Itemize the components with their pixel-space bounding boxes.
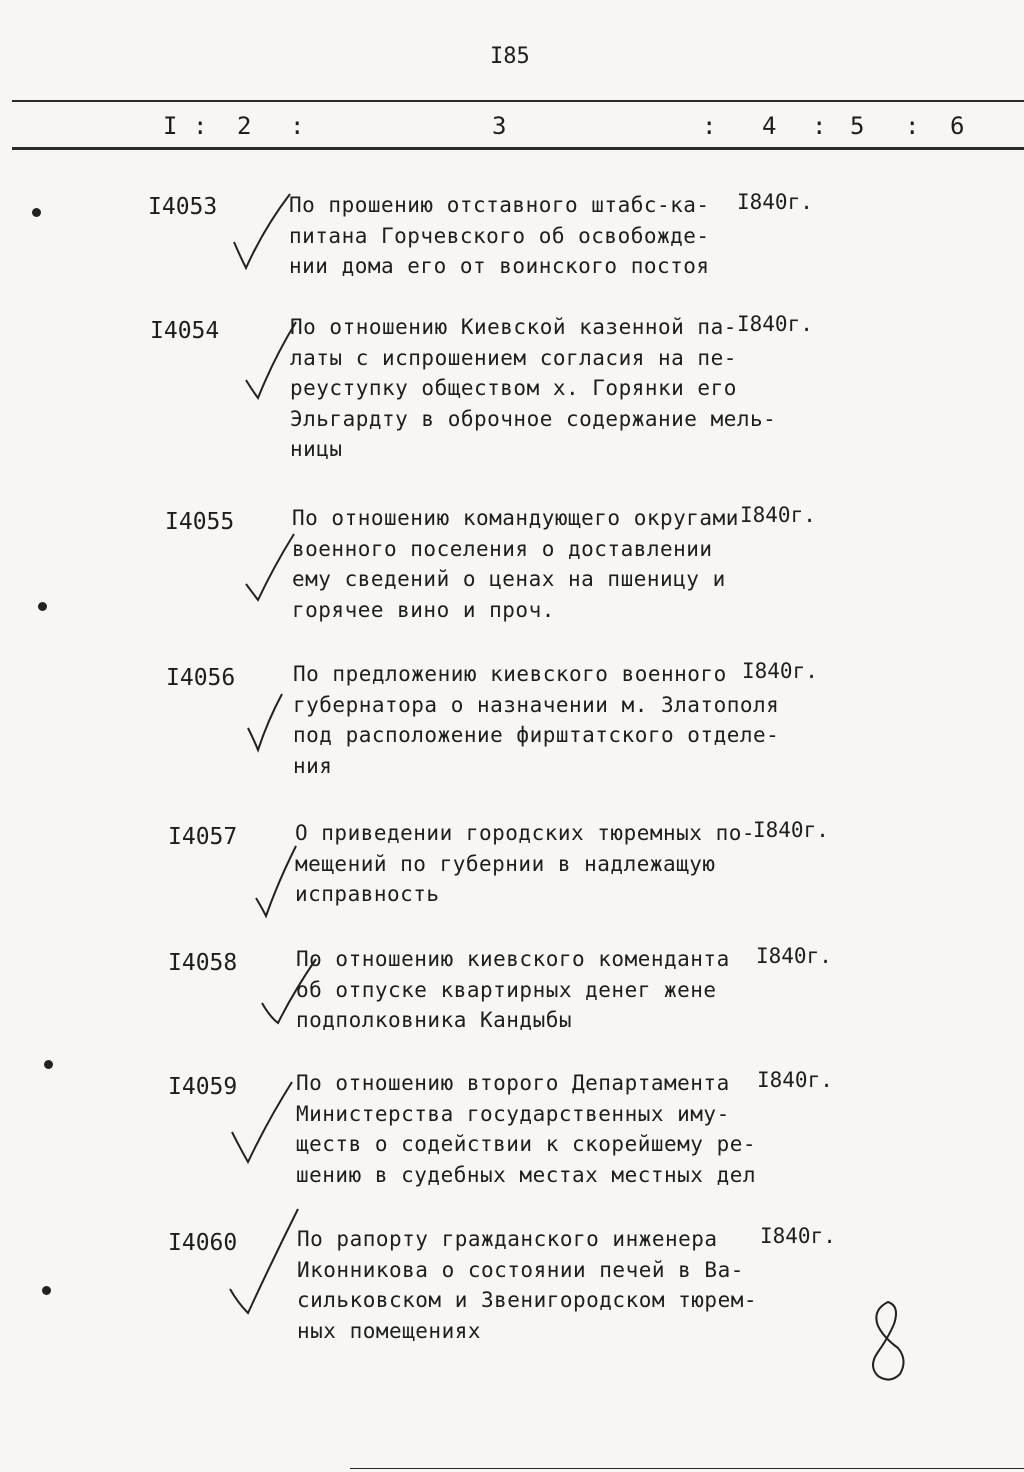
entry-text: По отношению Киевской казенной па- латы с испрошением согласия на пе- реуступку обществом х. Горянки его Эльгардту в оброчное содержание мель- ницы: [290, 315, 777, 461]
check-mark-icon: [226, 1078, 296, 1166]
header-bottom-rule: [12, 147, 1024, 150]
column-separator: :: [905, 112, 920, 140]
register-entry: [0, 312, 1024, 461]
entry-number: I4059: [168, 1074, 238, 1100]
entry-year: I840г.: [742, 659, 818, 683]
entry-year: I840г.: [760, 1224, 836, 1248]
check-mark-icon: [224, 1205, 304, 1317]
column-header: 2: [237, 112, 252, 140]
register-entry: [0, 659, 1024, 778]
page-number: I85: [490, 44, 530, 69]
column-separator: :: [290, 112, 305, 140]
entry-number: I4057: [168, 824, 238, 850]
register-entry: [0, 818, 1024, 906]
check-mark-icon: [250, 842, 300, 920]
column-header: 4: [762, 112, 777, 140]
binding-hole: [38, 602, 47, 611]
binding-hole: [42, 1286, 51, 1295]
register-entry: [0, 190, 1024, 278]
footer-rule: [350, 1468, 1024, 1469]
entry-text: По прошению отставного штабс-ка- питана Горчевского об освобожде- нии дома его от воинского постоя: [289, 193, 710, 278]
header-top-rule: [12, 100, 1024, 102]
entry-year: I840г.: [737, 312, 813, 336]
binding-hole: [32, 208, 41, 217]
column-separator: :: [702, 112, 717, 140]
column-header: 6: [950, 112, 965, 140]
register-entry: [0, 1068, 1024, 1187]
entry-number: I4058: [168, 950, 238, 976]
column-header: I: [163, 112, 178, 140]
entry-year: I840г.: [737, 190, 813, 214]
entry-number: I4060: [168, 1230, 238, 1256]
binding-hole: [44, 1060, 53, 1069]
entry-text: По рапорту гражданского инженера Иконникова о состоянии печей в Ва- сильковском и Звенигородском тюрем- ных помещениях: [297, 1227, 758, 1343]
column-separator: :: [193, 112, 208, 140]
register-entry: [0, 944, 1024, 1032]
column-header: 3: [492, 112, 507, 140]
check-mark-icon: [226, 190, 296, 272]
register-entry: [0, 503, 1024, 622]
entry-number: I4054: [150, 318, 220, 344]
entry-text: О приведении городских тюремных по- мещений по губернии в надлежащую исправность: [295, 821, 756, 906]
handwritten-folio-mark: [854, 1298, 914, 1384]
check-mark-icon: [240, 530, 298, 602]
entry-number: I4053: [148, 194, 218, 220]
entry-year: I840г.: [756, 944, 832, 968]
entry-number: I4056: [166, 665, 236, 691]
check-mark-icon: [240, 318, 300, 402]
entry-text: По отношению киевского коменданта об отпуске квартирных денег жене подполковника Кандыбы: [296, 947, 730, 1032]
entry-year: I840г.: [753, 818, 829, 842]
register-entry: [0, 1224, 1024, 1343]
check-mark-icon: [242, 690, 286, 754]
entry-text: По отношению командующего округами военного поселения о доставлении ему сведений о ценах на пшеницу и горячее вино и проч.: [292, 506, 739, 622]
column-header: 5: [850, 112, 865, 140]
entry-text: По отношению второго Департамента Министерства государственных иму- ществ о содействии к скорейшему ре- шению в судебных местах местных дел: [296, 1071, 757, 1187]
entry-text: По предложению киевского военного губернатора о назначении м. Златополя под расположение фирштатского отделе- ния: [293, 662, 780, 778]
check-mark-icon: [256, 955, 320, 1029]
entry-year: I840г.: [757, 1068, 833, 1092]
entry-number: I4055: [165, 509, 235, 535]
column-separator: :: [812, 112, 827, 140]
entry-year: I840г.: [740, 503, 816, 527]
